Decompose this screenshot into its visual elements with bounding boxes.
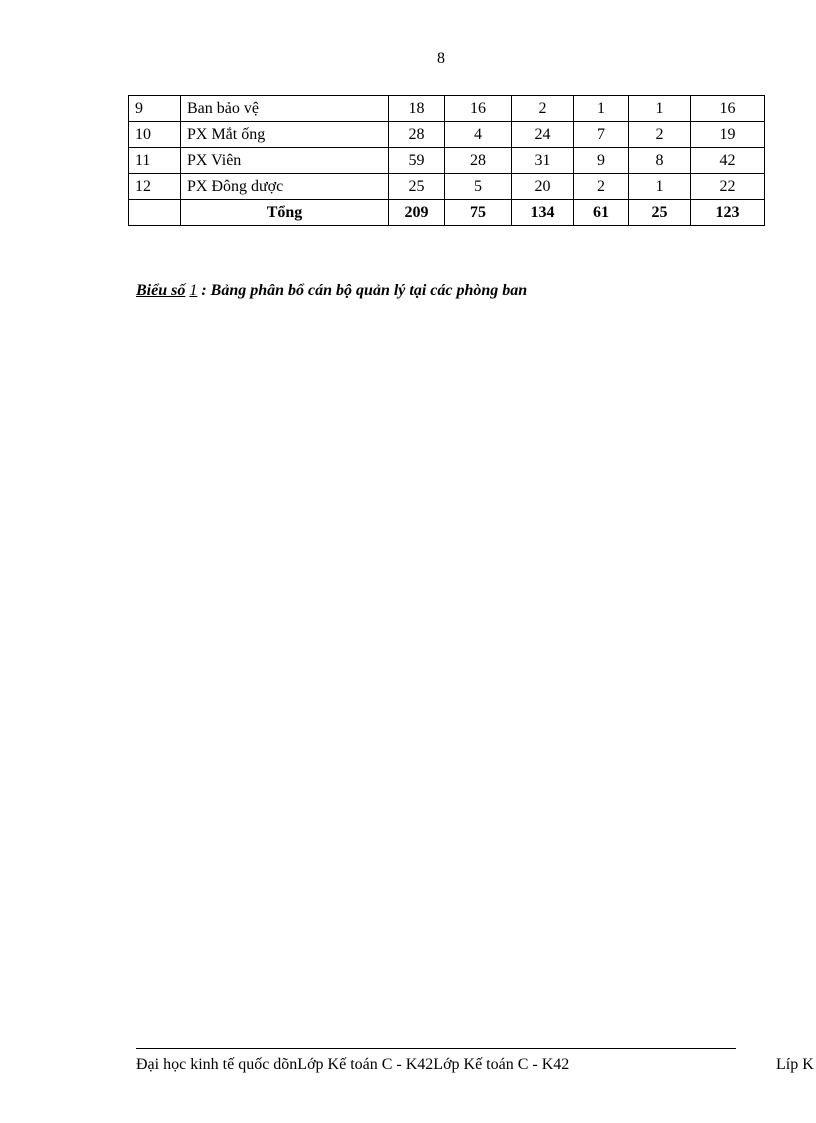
- table-cell: 9: [574, 148, 629, 174]
- table-cell: 1: [629, 96, 691, 122]
- table-row: [129, 174, 765, 200]
- table-cell: 18: [389, 96, 445, 122]
- table-cell: 5: [445, 174, 512, 200]
- table-cell: 11: [129, 148, 181, 174]
- table-cell: 12: [129, 174, 181, 200]
- total-label: Tổng: [181, 200, 389, 226]
- table-cell: 123: [691, 200, 765, 226]
- table-cell: PX Viên: [181, 148, 389, 174]
- table-cell: 20: [512, 174, 574, 200]
- table-caption: [136, 282, 527, 300]
- caption-label: Biểu số: [136, 282, 186, 299]
- table-cell: [129, 200, 181, 226]
- footer-divider: [136, 1048, 736, 1049]
- table-cell: 209: [389, 200, 445, 226]
- table-cell: 1: [629, 174, 691, 200]
- table-row: [129, 122, 765, 148]
- caption-text: : Bảng phân bổ cán bộ quản lý tại các phòng ban: [197, 282, 528, 299]
- caption-number: 1: [189, 282, 198, 299]
- table-cell: PX Mắt ống: [181, 122, 389, 148]
- staff-table: [128, 95, 765, 226]
- table-cell: 19: [691, 122, 765, 148]
- table-row: [129, 148, 765, 174]
- table-cell: 42: [691, 148, 765, 174]
- table-cell: 16: [445, 96, 512, 122]
- table-cell: 28: [445, 148, 512, 174]
- table-cell: 28: [389, 122, 445, 148]
- table-cell: Ban bảo vệ: [181, 96, 389, 122]
- staff-table-body: [129, 96, 765, 226]
- table-cell: PX Đông dược: [181, 174, 389, 200]
- table-cell: 31: [512, 148, 574, 174]
- footer-right-text: Líp K: [776, 1056, 814, 1073]
- table-row: [129, 96, 765, 122]
- table-cell: 61: [574, 200, 629, 226]
- table-cell: 2: [574, 174, 629, 200]
- table-cell: 9: [129, 96, 181, 122]
- page-number: 8: [437, 50, 445, 67]
- footer-text: Đại học kinh tế quốc dõnLớp Kế toán C - K42Lớp Kế toán C - K42: [136, 1056, 570, 1073]
- table-cell: 2: [629, 122, 691, 148]
- table-cell: 16: [691, 96, 765, 122]
- table-cell: 10: [129, 122, 181, 148]
- table-cell: 2: [512, 96, 574, 122]
- table-cell: 134: [512, 200, 574, 226]
- table-total-row: [129, 200, 765, 226]
- table-cell: 1: [574, 96, 629, 122]
- table-cell: 25: [389, 174, 445, 200]
- table-cell: 8: [629, 148, 691, 174]
- table-cell: 24: [512, 122, 574, 148]
- table-cell: 22: [691, 174, 765, 200]
- table-cell: 7: [574, 122, 629, 148]
- table-cell: 25: [629, 200, 691, 226]
- table-cell: 59: [389, 148, 445, 174]
- table-cell: 4: [445, 122, 512, 148]
- table-cell: 75: [445, 200, 512, 226]
